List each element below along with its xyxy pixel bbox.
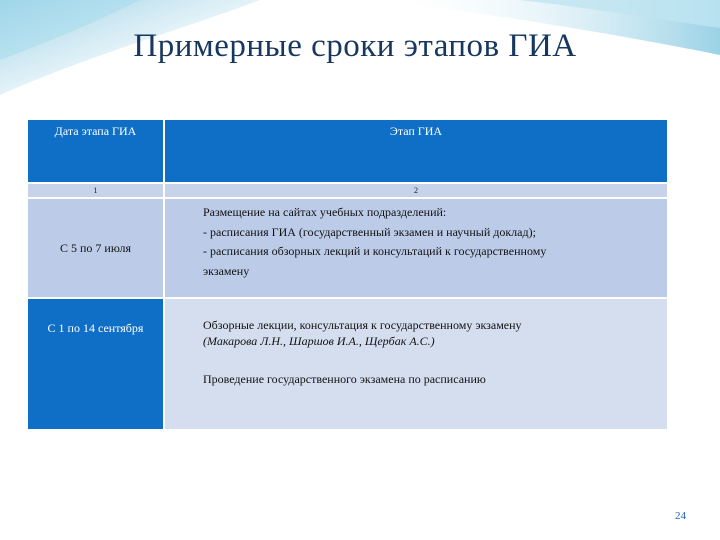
row-date: С 1 по 14 сентября xyxy=(28,299,163,429)
row-stage xyxy=(165,199,667,297)
stage-line: - расписания обзорных лекций и консультаций к государственному xyxy=(203,244,547,258)
table-header-row xyxy=(28,120,667,182)
row-date: С 5 по 7 июля xyxy=(28,199,163,297)
table-row xyxy=(28,299,667,429)
stage-line: Проведение государственного экзамена по расписанию xyxy=(203,372,486,386)
column-number-1: 1 xyxy=(28,184,163,197)
schedule-table xyxy=(28,118,667,431)
column-number-2: 2 xyxy=(165,184,667,197)
table-numbering-row xyxy=(28,184,667,197)
stage-line: - расписания ГИА (государственный экзамен и научный доклад); xyxy=(203,224,536,239)
page-title: Примерные сроки этапов ГИА xyxy=(133,28,577,64)
header-date: Дата этапа ГИА xyxy=(28,120,163,182)
page-number: 24 xyxy=(675,510,686,522)
lecturers-line: (Макарова Л.Н., Шаршов И.А., Щербак А.С.) xyxy=(203,334,435,348)
row-stage xyxy=(165,299,667,429)
table-row xyxy=(28,199,667,297)
stage-line: Обзорные лекции, консультация к государственному экзамену xyxy=(203,318,522,332)
stage-line: Размещение на сайтах учебных подразделений: xyxy=(203,205,447,219)
stage-line: экзамену xyxy=(203,263,250,278)
header-stage: Этап ГИА xyxy=(165,120,667,182)
